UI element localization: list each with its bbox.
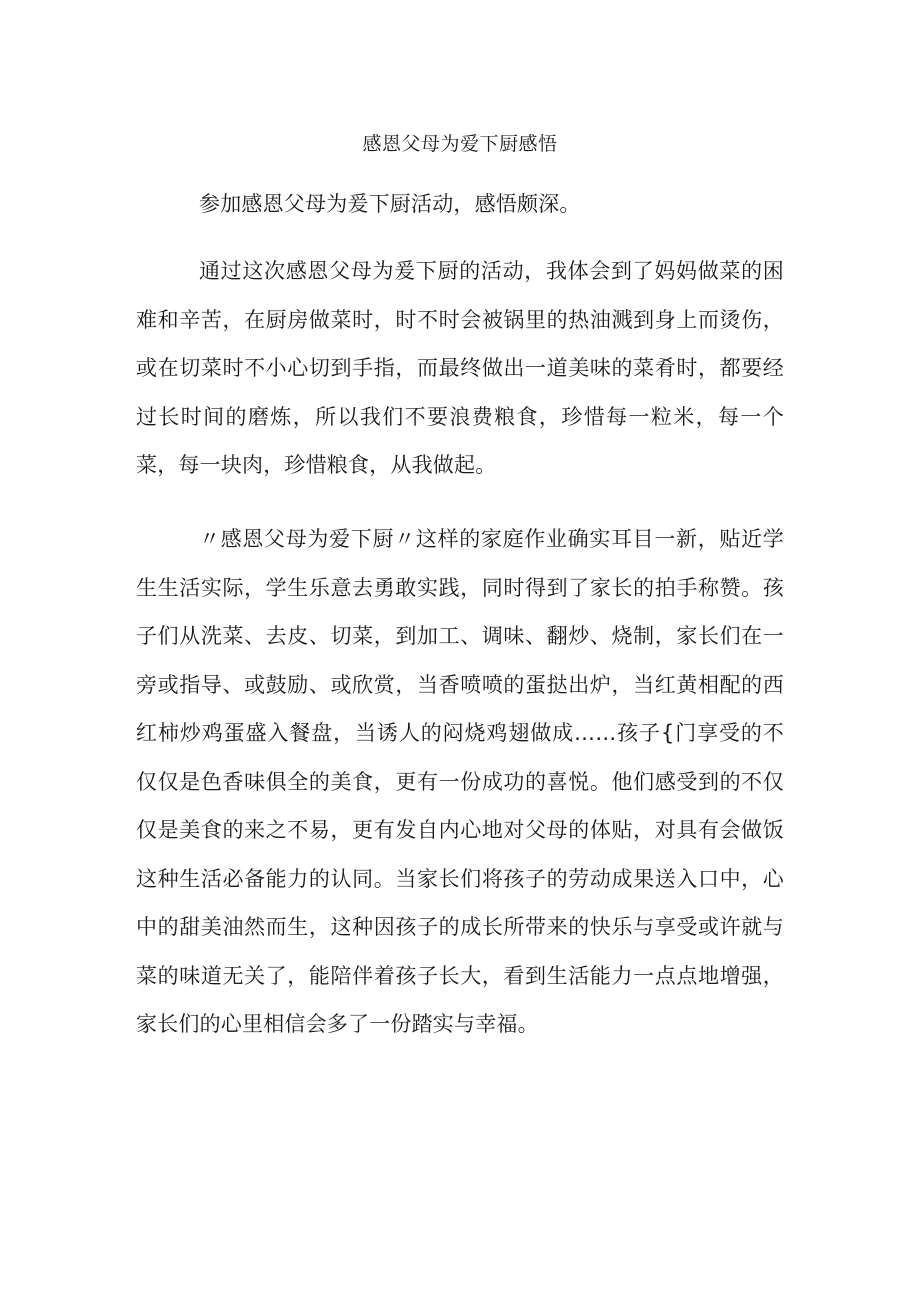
- paragraph-intro: 参加感恩父母为爰下厨活动，感悟颇深。: [199, 192, 581, 216]
- document-title: 感恩父母为爱下厨感悟: [362, 133, 558, 155]
- paragraph-experience: 通过这次感恩父母为爰下厨的活动，我体会到了妈妈做菜的困难和辛苦，在厨房做菜时，时不时会被锅里的热油溅到身上而烫伤，或在切菜时不小心切到手指，而最终做出一道美味的菜肴时，都要经过长时间的磨炼，所以我们不要浪费粮食，珍惜每一粒米，每一个菜，每一块肉，珍惜粮食，从我做起。: [136, 259, 784, 477]
- paragraph-reflection: 〃感恩父母为爱下厨〃这样的家庭作业确实耳目一新，贴近学生生活实际，学生乐意去勇敢实践，同时得到了家长的拍手称赞。孩子们从洗菜、去皮、切菜，到加工、调味、翻炒、烧制，家长们在一旁或指导、或鼓励、或欣赏，当香喷喷的蛋挞出炉，当红黄相配的西红柿炒鸡蛋盛入餐盘，当诱人的闷烧鸡翅做成……孩子{门享受的不仅仅是色香味俱全的美食，更有一份成功的喜悦。他们感受到的不仅仅是美食的来之不易，更有发自内心地对父母的体贴，对具有会做饭这种生活必备能力的认同。当家长们将孩子的劳动成果送入口中，心中的甜美油然而生，这种因孩子的成长所带来的快乐与享受或许就与菜的味道无关了，能陪伴着孩子长大，看到生活能力一点点地增强，家长们的心里相信会多了一份踏实与幸福。: [136, 527, 784, 1036]
